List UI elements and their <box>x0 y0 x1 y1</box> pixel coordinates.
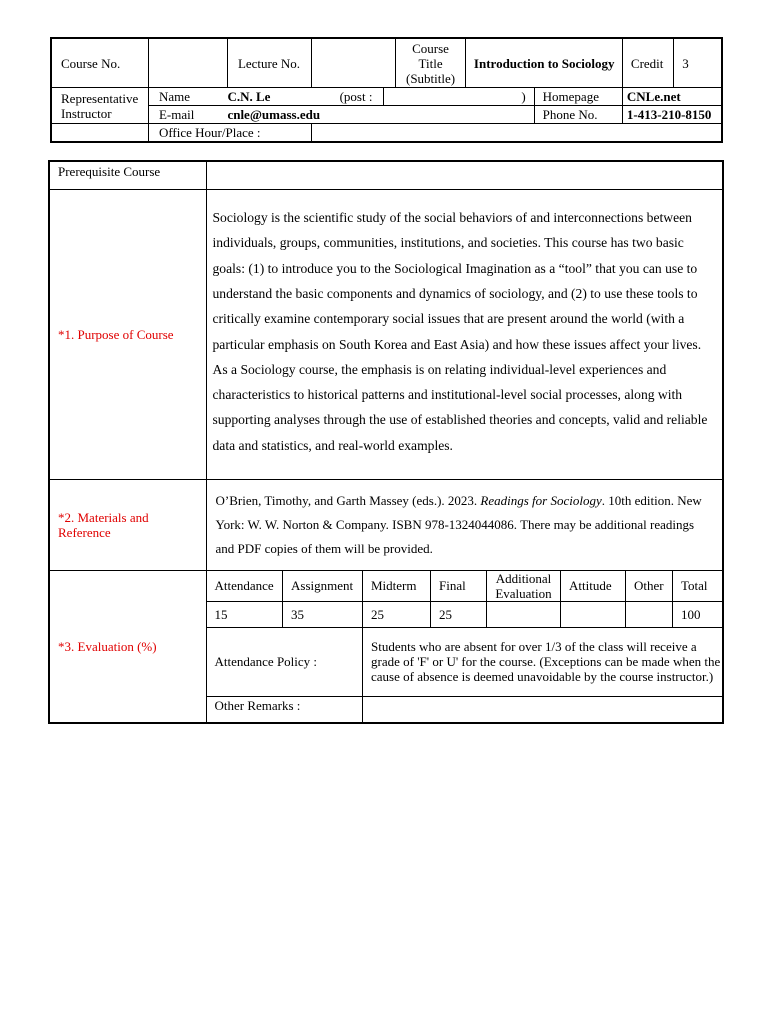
evaluation-header-row <box>207 571 724 602</box>
eval-value: 15 <box>207 601 283 627</box>
rep-instructor-label: Representative Instructor <box>51 88 148 124</box>
evaluation-table <box>207 571 724 722</box>
attendance-policy-text: Students who are absent for over 1/3 of the class will receive a grade of 'F' or U' for the course. (Exceptions can be made when the cause of absence is deemed unavoidable by the course instructor.) <box>363 627 724 696</box>
homepage-value: CNLe.net <box>622 88 722 106</box>
email-value: cnle@umass.edu <box>227 106 534 124</box>
evaluation-value-row <box>207 601 724 627</box>
lecture-no-value <box>312 38 396 88</box>
eval-value: 25 <box>363 601 431 627</box>
course-title-value: Introduction to Sociology <box>465 38 622 88</box>
purpose-text: Sociology is the scientific study of the social behaviors of and interconnections between individuals, groups, communities, institutions, and societies. This course has two basic goals: (1) to introduce you to the Sociological Imagination as a “tool” that you can use to understand the basic components and dynamics of sociology, and (2) to use these tools to critically examine contemporary social issues that are present around the world (with a particular emphasis on South Korea and East Asia) and how these issues affect your lives. As a Sociology course, the emphasis is on relating individual-level experiences and characteristics to historical patterns and institutional-level social processes, along with supporting analyses through the use of established theories and concepts, valid and reliable data and statistics, and real-world examples. <box>206 189 723 479</box>
purpose-label: *1. Purpose of Course <box>49 189 206 479</box>
materials-text-after: . 10th edition. New York: W. W. Norton & Company. ISBN 978-1324044086. There may be additional readings and PDF copies of them will be provided. <box>215 492 702 556</box>
credit-label: Credit <box>622 38 673 88</box>
office-value <box>312 124 722 143</box>
eval-header: Total <box>673 571 724 602</box>
name-label: Name <box>148 88 227 106</box>
eval-header: Attendance <box>207 571 283 602</box>
post-label: (post : <box>312 88 384 106</box>
evaluation-label: *3. Evaluation (%) <box>49 570 206 723</box>
eval-value: 25 <box>431 601 487 627</box>
prerequisite-value <box>206 161 723 189</box>
eval-value: 100 <box>673 601 724 627</box>
email-label: E-mail <box>148 106 227 124</box>
eval-header: Additional Evaluation <box>487 571 561 602</box>
course-no-label: Course No. <box>51 38 148 88</box>
materials-text <box>206 479 723 570</box>
phone-value: 1-413-210-8150 <box>622 106 722 124</box>
eval-value <box>561 601 626 627</box>
eval-header: Midterm <box>363 571 431 602</box>
materials-book-title: Readings for Sociology <box>480 492 602 508</box>
attendance-policy-label: Attendance Policy : <box>207 627 363 696</box>
course-header-table <box>50 37 723 143</box>
post-value <box>383 88 465 106</box>
office-left-cell <box>51 124 148 143</box>
course-no-value <box>148 38 227 88</box>
materials-text-before: O’Brien, Timothy, and Garth Massey (eds.). 2023. <box>215 492 481 508</box>
prerequisite-label: Prerequisite Course <box>49 161 206 189</box>
lecture-no-label: Lecture No. <box>227 38 311 88</box>
homepage-label: Homepage <box>534 88 622 106</box>
other-remarks-label: Other Remarks : <box>207 696 363 722</box>
eval-header: Assignment <box>283 571 363 602</box>
materials-label: *2. Materials and Reference <box>49 479 206 570</box>
eval-header: Attitude <box>561 571 626 602</box>
office-label: Office Hour/Place : <box>148 124 311 143</box>
evaluation-cell <box>206 570 723 723</box>
course-details-table <box>48 160 724 724</box>
post-close: ) <box>465 88 534 106</box>
eval-value <box>487 601 561 627</box>
eval-header: Other <box>626 571 673 602</box>
eval-value: 35 <box>283 601 363 627</box>
phone-label: Phone No. <box>534 106 622 124</box>
name-value: C.N. Le <box>227 88 311 106</box>
credit-value: 3 <box>674 38 722 88</box>
eval-header: Final <box>431 571 487 602</box>
course-title-label: Course Title (Subtitle) <box>396 38 466 88</box>
eval-value <box>626 601 673 627</box>
other-remarks-value <box>363 696 724 722</box>
